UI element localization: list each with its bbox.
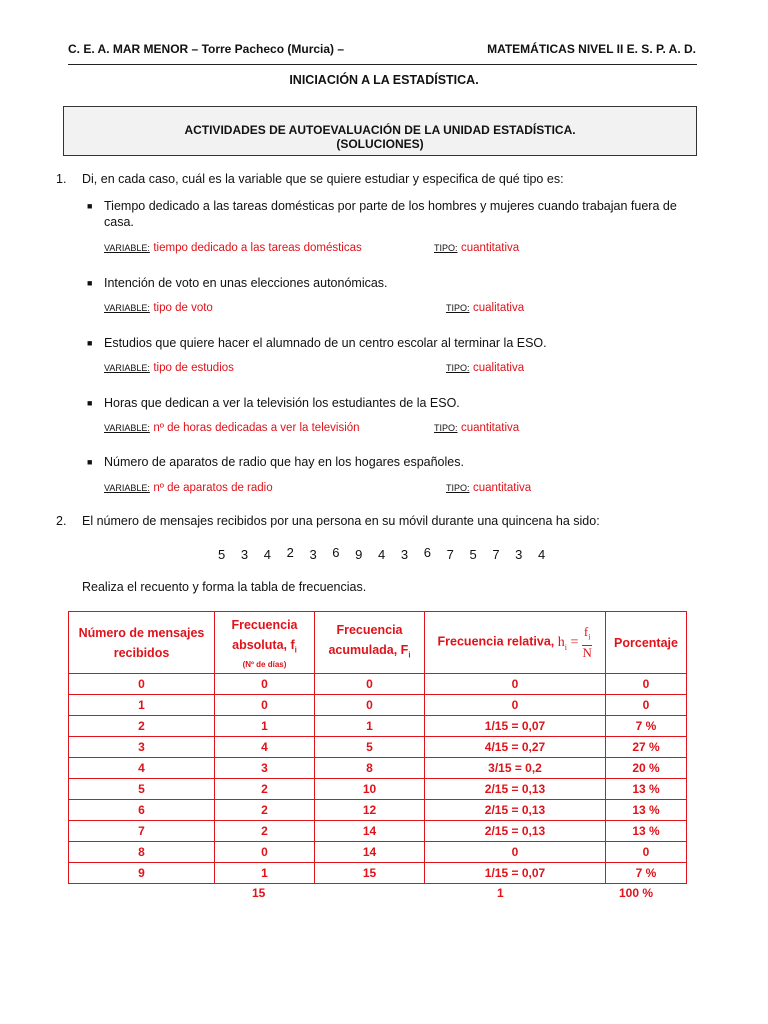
table-cell-hi: 2/15 = 0,13 <box>425 821 606 842</box>
data-sequence <box>218 547 557 562</box>
data-value: 6 <box>423 545 431 560</box>
table-cell-fi: 0 <box>215 674 315 695</box>
data-value: 2 <box>286 545 294 560</box>
table-cell-pct: 13 % <box>606 800 687 821</box>
table-cell-Fi: 0 <box>315 695 425 716</box>
data-value: 3 <box>400 547 409 562</box>
title-box-line2: (SOLUCIONES) <box>336 137 424 151</box>
q1-item-tipo: TIPO: cuantitativa <box>434 242 520 254</box>
data-value: 3 <box>515 547 523 562</box>
table-cell-fi: 2 <box>215 821 315 842</box>
q2-number: 2. <box>56 514 67 528</box>
table-cell-Fi: 10 <box>315 779 425 800</box>
table-cell-x: 5 <box>69 779 215 800</box>
data-value: 4 <box>538 547 546 562</box>
table-row <box>69 800 687 821</box>
table-cell-Fi: 14 <box>315 842 425 863</box>
table-cell-fi: 4 <box>215 737 315 758</box>
table-cell-Fi: 12 <box>315 800 425 821</box>
q1-item-variable: VARIABLE: nº de horas dedicadas a ver la televisión <box>104 422 360 434</box>
table-row <box>69 716 687 737</box>
title-box-line1: ACTIVIDADES DE AUTOEVALUACIÓN DE LA UNIDAD ESTADÍSTICA. <box>184 123 576 137</box>
data-value: 4 <box>378 547 386 562</box>
table-cell-x: 3 <box>69 737 215 758</box>
table-cell-pct: 0 <box>606 842 687 863</box>
data-value: 7 <box>446 547 454 562</box>
q2-instruction: Realiza el recuento y forma la tabla de frecuencias. <box>82 580 367 594</box>
q1-item-tipo: TIPO: cuantitativa <box>434 422 520 434</box>
header-frecuencia-absoluta: Frecuencia absoluta, $f_i$ (Nº de días) <box>215 612 315 674</box>
q1-item-tipo: TIPO: cuantitativa <box>446 482 532 494</box>
table-cell-hi: 2/15 = 0,13 <box>425 800 606 821</box>
header-frecuencia-relativa: Frecuencia relativa, $h_i$ = $\frac{f_i}{N}$ <box>425 612 606 674</box>
header-mensajes: Número de mensajes recibidos <box>69 612 215 674</box>
table-cell-hi: 0 <box>425 695 606 716</box>
frequency-table <box>68 611 687 884</box>
data-value: 4 <box>263 547 271 562</box>
table-cell-pct: 13 % <box>606 821 687 842</box>
table-cell-pct: 0 <box>606 674 687 695</box>
q1-item-text: Horas que dedican a ver la televisión los estudiantes de la ESO. <box>104 396 460 410</box>
table-cell-hi: 2/15 = 0,13 <box>425 779 606 800</box>
table-cell-Fi: 1 <box>315 716 425 737</box>
table-row <box>69 821 687 842</box>
bullet-icon: ■ <box>87 201 93 211</box>
table-cell-Fi: 5 <box>315 737 425 758</box>
q1-item-tipo: TIPO: cualitativa <box>446 362 525 374</box>
q1-item-text: Tiempo dedicado a las tareas domésticas por parte de los hombres y mujeres cuando trabajan fuera de casa. <box>104 199 677 229</box>
bullet-icon: ■ <box>87 278 93 288</box>
q1-item-variable: VARIABLE: tipo de estudios <box>104 362 234 374</box>
data-value: 6 <box>332 545 340 560</box>
table-row <box>69 842 687 863</box>
table-cell-fi: 0 <box>215 695 315 716</box>
data-value: 3 <box>240 547 249 562</box>
bullet-icon: ■ <box>87 457 93 467</box>
table-cell-x: 1 <box>69 695 215 716</box>
table-cell-x: 7 <box>69 821 215 842</box>
q1-text: Di, en cada caso, cuál es la variable que se quiere estudiar y especifica de qué tipo es: <box>82 172 564 186</box>
data-value: 9 <box>355 547 363 562</box>
q1-item-variable: VARIABLE: tiempo dedicado a las tareas domésticas <box>104 242 362 254</box>
total-pct: 100 % <box>619 886 654 900</box>
table-row <box>69 674 687 695</box>
table-header-row <box>69 612 687 674</box>
table-cell-x: 9 <box>69 863 215 884</box>
bullet-icon: ■ <box>87 398 93 408</box>
table-cell-Fi: 14 <box>315 821 425 842</box>
table-cell-hi: 1/15 = 0,07 <box>425 863 606 884</box>
table-cell-hi: 4/15 = 0,27 <box>425 737 606 758</box>
table-cell-pct: 27 % <box>606 737 687 758</box>
q1-item-variable: VARIABLE: tipo de voto <box>104 302 213 314</box>
table-cell-Fi: 8 <box>315 758 425 779</box>
table-row <box>69 779 687 800</box>
title-box <box>63 106 697 156</box>
table-cell-Fi: 0 <box>315 674 425 695</box>
table-row <box>69 758 687 779</box>
q1-item-variable: VARIABLE: nº de aparatos de radio <box>104 482 273 494</box>
q1-item-tipo: TIPO: cualitativa <box>446 302 525 314</box>
bullet-icon: ■ <box>87 338 93 348</box>
q1-number: 1. <box>56 172 67 186</box>
table-cell-pct: 0 <box>606 695 687 716</box>
table-cell-x: 6 <box>69 800 215 821</box>
q1-item-text: Intención de voto en unas elecciones autonómicas. <box>104 276 388 290</box>
table-cell-pct: 20 % <box>606 758 687 779</box>
data-value: 5 <box>218 547 226 562</box>
total-fi: 15 <box>252 886 266 900</box>
table-cell-hi: 0 <box>425 674 606 695</box>
table-cell-hi: 0 <box>425 842 606 863</box>
table-cell-pct: 13 % <box>606 779 687 800</box>
table-cell-pct: 7 % <box>606 716 687 737</box>
data-value: 3 <box>309 547 317 562</box>
data-value: 7 <box>492 547 500 562</box>
table-cell-fi: 1 <box>215 863 315 884</box>
table-cell-fi: 2 <box>215 779 315 800</box>
data-value: 5 <box>469 547 477 562</box>
table-row <box>69 695 687 716</box>
total-hi: 1 <box>497 886 504 900</box>
table-cell-x: 2 <box>69 716 215 737</box>
table-cell-x: 4 <box>69 758 215 779</box>
table-cell-fi: 3 <box>215 758 315 779</box>
table-cell-x: 8 <box>69 842 215 863</box>
header-porcentaje: Porcentaje <box>606 612 687 674</box>
table-cell-fi: 2 <box>215 800 315 821</box>
table-cell-hi: 3/15 = 0,2 <box>425 758 606 779</box>
table-cell-hi: 1/15 = 0,07 <box>425 716 606 737</box>
table-row <box>69 737 687 758</box>
table-row <box>69 863 687 884</box>
q1-item-text: Número de aparatos de radio que hay en los hogares españoles. <box>104 455 464 469</box>
header-right: MATEMÁTICAS NIVEL II E. S. P. A. D. <box>487 42 696 56</box>
fraction-formula: $\frac{f_i}{N}$ <box>582 624 592 660</box>
header-divider <box>68 64 697 65</box>
table-cell-Fi: 15 <box>315 863 425 884</box>
table-cell-fi: 0 <box>215 842 315 863</box>
table-cell-pct: 7 % <box>606 863 687 884</box>
q2-text: El número de mensajes recibidos por una persona en su móvil durante una quincena ha sido: <box>82 514 600 528</box>
header-frecuencia-acumulada: Frecuencia acumulada, $F_i$ <box>315 612 425 674</box>
header-left: C. E. A. MAR MENOR – Torre Pacheco (Murcia) – <box>68 42 345 56</box>
page-title: INICIACIÓN A LA ESTADÍSTICA. <box>289 73 479 87</box>
table-cell-fi: 1 <box>215 716 315 737</box>
q1-item-text: Estudios que quiere hacer el alumnado de un centro escolar al terminar la ESO. <box>104 336 547 350</box>
table-cell-x: 0 <box>69 674 215 695</box>
